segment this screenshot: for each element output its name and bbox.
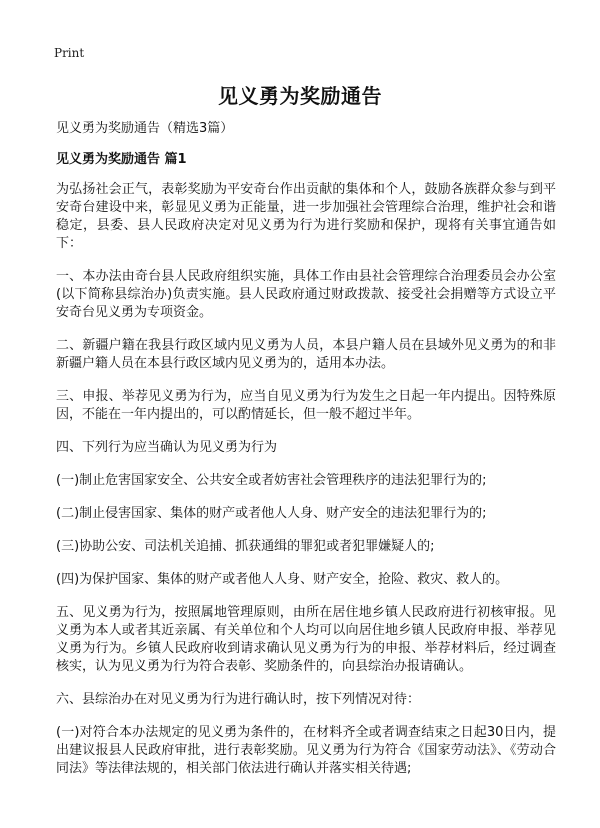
paragraph-item-1: (一)制止危害国家安全、公共安全或者妨害社会管理秩序的违法犯罪行为的; xyxy=(56,473,487,488)
document-body xyxy=(56,181,556,793)
paragraph-item-3: (三)协助公安、司法机关追捕、抓获通缉的罪犯或者犯罪嫌疑人的; xyxy=(56,539,435,554)
section-heading: 见义勇为奖励通告 篇1 xyxy=(56,152,187,167)
print-link[interactable]: Print xyxy=(54,46,85,60)
paragraph-item-2: (二)制止侵害国家、集体的财产或者他人人身、财产安全的违法犯罪行为的; xyxy=(56,506,487,521)
document-subtitle: 见义勇为奖励通告（精选3篇） xyxy=(56,121,234,136)
paragraph-article-6-item-1: (一)对符合本办法规定的见义勇为条件的，在材料齐全或者调查结束之日起30日内，提出建议报县人民政府审批，进行表彰奖励。见义勇为行为符合《国家劳动法》、《劳动合同法》等法律法规的，相关部门依法进行确认并落实相关待遇; xyxy=(56,725,556,776)
paragraph-intro: 为弘扬社会正气，表彰奖励为平安奇台作出贡献的集体和个人，鼓励各族群众参与到平安奇台建设中来，彰显见义勇为正能量，进一步加强社会管理综合治理，维护社会和谐稳定，县委、县人民政府决定对见义勇为行为进行奖励和保护，现将有关事宜通告如下： xyxy=(56,182,556,251)
paragraph-article-6: 六、县综治办在对见义勇为行为进行确认时，按下列情况对待： xyxy=(56,692,421,707)
paragraph-article-5: 五、见义勇为行为，按照属地管理原则，由所在居住地乡镇人民政府进行初核审报。见义勇为本人或者其近亲属、有关单位和个人均可以向居住地乡镇人民政府申报、举荐见义勇为行为。乡镇人民政府收到请求确认见义勇为行为的申报、举荐材料后，经过调查核实，认为见义勇为行为符合表彰、奖励条件的，向县综治办报请确认。 xyxy=(56,605,556,674)
paragraph-article-3: 三、申报、举荐见义勇为行为，应当自见义勇为行为发生之日起一年内提出。因特殊原因，不能在一年内提出的，可以酌情延长，但一般不超过半年。 xyxy=(56,389,556,422)
paragraph-article-1: 一、本办法由奇台县人民政府组织实施，具体工作由县社会管理综合治理委员会办公室(以下简称县综治办)负责实施。县人民政府通过财政拨款、接受社会捐赠等方式设立平安奇台见义勇为专项资金。 xyxy=(56,269,556,320)
page-title: 见义勇为奖励通告 xyxy=(218,84,382,108)
paragraph-article-2: 二、新疆户籍在我县行政区域内见义勇为人员，本县户籍人员在县域外见义勇为的和非新疆户籍人员在本县行政区域内见义勇为的，适用本办法。 xyxy=(56,338,556,371)
paragraph-item-4: (四)为保护国家、集体的财产或者他人人身、财产安全，抢险、救灾、救人的。 xyxy=(56,572,509,587)
paragraph-article-4: 四、下列行为应当确认为见义勇为行为 xyxy=(56,440,278,455)
